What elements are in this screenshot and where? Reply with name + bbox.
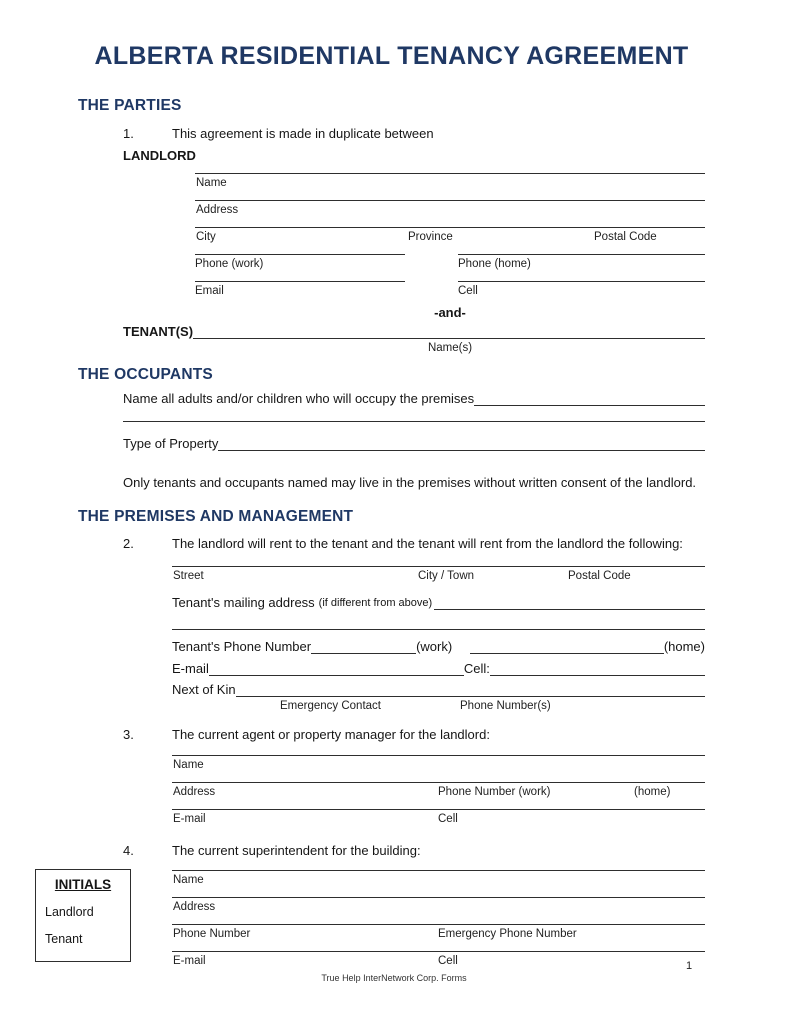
agent-name-label: Name <box>173 759 204 771</box>
next-of-kin-label: Next of Kin <box>172 682 236 697</box>
landlord-email-row <box>195 281 705 298</box>
landlord-phone-work-label: Phone (work) <box>195 258 264 270</box>
tenants-label: TENANT(S) <box>123 324 194 339</box>
landlord-address-label: Address <box>196 204 239 216</box>
next-of-kin-line[interactable] <box>236 682 705 697</box>
section-heading-parties: THE PARTIES <box>78 97 182 114</box>
phone-numbers-sublabel: Phone Number(s) <box>460 700 551 712</box>
superintendent-emergency-phone-label: Emergency Phone Number <box>438 928 577 940</box>
tenant-cell-line[interactable] <box>490 661 705 676</box>
superintendent-email-label: E-mail <box>173 955 206 967</box>
item-3-number: 3. <box>123 727 134 742</box>
item-1-number: 1. <box>123 126 134 141</box>
emergency-contact-sublabel: Emergency Contact <box>280 700 381 712</box>
item-3 <box>123 727 705 742</box>
occupy-premises-line[interactable] <box>474 391 705 406</box>
landlord-name-label: Name <box>196 177 227 189</box>
agent-cell-label: Cell <box>438 813 458 825</box>
mailing-address-label: Tenant's mailing address <box>172 595 315 610</box>
tenants-name-sublabel: Name(s) <box>427 342 473 354</box>
agent-fields <box>172 755 705 826</box>
landlord-phone-work-field <box>195 254 405 271</box>
type-of-property-row <box>123 436 705 451</box>
occupy-premises-label: Name all adults and/or children who will occupy the premises <box>123 391 475 406</box>
next-of-kin-row <box>172 682 705 697</box>
superintendent-address-field <box>172 897 705 914</box>
type-of-property-label: Type of Property <box>123 436 219 451</box>
tenant-email-label: E-mail <box>172 661 209 676</box>
superintendent-cell-label: Cell <box>438 955 458 967</box>
item-4 <box>123 843 705 858</box>
landlord-name-field <box>195 173 705 190</box>
mailing-address-line-2[interactable] <box>172 629 705 630</box>
agent-name-field <box>172 755 705 772</box>
tenants-row <box>123 324 705 339</box>
city-town-label: City / Town <box>418 570 475 582</box>
rental-address-field <box>172 566 705 583</box>
initials-landlord-label[interactable]: Landlord <box>45 905 94 919</box>
mailing-address-row <box>172 595 705 610</box>
superintendent-fields <box>172 870 705 968</box>
tenant-cell-label: Cell: <box>463 661 490 676</box>
landlord-phone-home-label: Phone (home) <box>458 258 531 270</box>
landlord-address-field <box>195 200 705 217</box>
page-title: ALBERTA RESIDENTIAL TENANCY AGREEMENT <box>94 42 689 70</box>
superintendent-phone-field <box>172 924 705 941</box>
landlord-phone-row <box>195 254 705 271</box>
item-4-text: The current superintendent for the building: <box>172 843 421 858</box>
tenant-phone-row <box>172 639 705 654</box>
agent-address-label: Address <box>173 786 216 798</box>
superintendent-address-label: Address <box>173 901 216 913</box>
postal-code-label: Postal Code <box>568 570 631 582</box>
item-1 <box>123 126 705 141</box>
superintendent-name-label: Name <box>173 874 204 886</box>
item-3-text: The current agent or property manager for the landlord: <box>172 727 490 742</box>
street-label: Street <box>173 570 204 582</box>
rental-premises-fields <box>172 566 705 713</box>
tenant-email-line[interactable] <box>209 661 464 676</box>
tenant-phone-label: Tenant's Phone Number <box>172 639 312 654</box>
page-number: 1 <box>686 960 693 972</box>
superintendent-name-field <box>172 870 705 887</box>
landlord-postal-code-label: Postal Code <box>594 231 657 243</box>
tenants-name-line[interactable] <box>193 324 705 339</box>
landlord-phone-home-field <box>458 254 705 271</box>
tenant-phone-home-line[interactable] <box>470 639 664 654</box>
footer-text: True Help InterNetwork Corp. Forms <box>321 973 467 983</box>
landlord-cell-field <box>458 281 705 298</box>
item-2-number: 2. <box>123 536 134 551</box>
landlord-label: LANDLORD <box>123 148 196 163</box>
initials-tenant-label[interactable]: Tenant <box>45 932 83 946</box>
agent-phone-home-label: (home) <box>634 786 671 798</box>
and-separator: -and- <box>434 305 466 320</box>
tenant-phone-work-line[interactable] <box>311 639 416 654</box>
item-4-number: 4. <box>123 843 134 858</box>
agent-email-label: E-mail <box>173 813 206 825</box>
occupants-note: Only tenants and occupants named may live in the premises without written consent of the landlord. <box>123 475 697 490</box>
next-of-kin-sublabels <box>172 697 705 713</box>
landlord-province-label: Province <box>408 231 453 243</box>
section-heading-premises: THE PREMISES AND MANAGEMENT <box>78 508 354 525</box>
mailing-address-note: (if different from above) <box>318 597 433 609</box>
type-of-property-line[interactable] <box>218 436 705 451</box>
section-heading-occupants: THE OCCUPANTS <box>78 366 213 383</box>
agent-address-field <box>172 782 705 799</box>
work-suffix-label: (work) <box>416 639 453 654</box>
initials-box <box>35 869 131 962</box>
mailing-address-line[interactable] <box>434 595 705 610</box>
occupy-premises-line-2[interactable] <box>123 421 705 422</box>
superintendent-email-field <box>172 951 705 968</box>
landlord-fields <box>195 173 705 298</box>
agent-phone-work-label: Phone Number (work) <box>438 786 551 798</box>
landlord-city-label: City <box>196 231 216 243</box>
initials-title: INITIALS <box>54 877 112 892</box>
item-2-text: The landlord will rent to the tenant and the tenant will rent from the landlord the following: <box>172 536 683 551</box>
superintendent-phone-label: Phone Number <box>173 928 251 940</box>
landlord-email-label: Email <box>195 285 224 297</box>
item-2 <box>123 536 705 551</box>
landlord-city-field <box>195 227 705 244</box>
agent-email-field <box>172 809 705 826</box>
item-1-text: This agreement is made in duplicate between <box>172 126 434 141</box>
occupy-premises-row <box>123 391 705 406</box>
home-suffix-label: (home) <box>663 639 705 654</box>
tenant-email-row <box>172 661 705 676</box>
landlord-email-field <box>195 281 405 298</box>
landlord-cell-label: Cell <box>458 285 478 297</box>
